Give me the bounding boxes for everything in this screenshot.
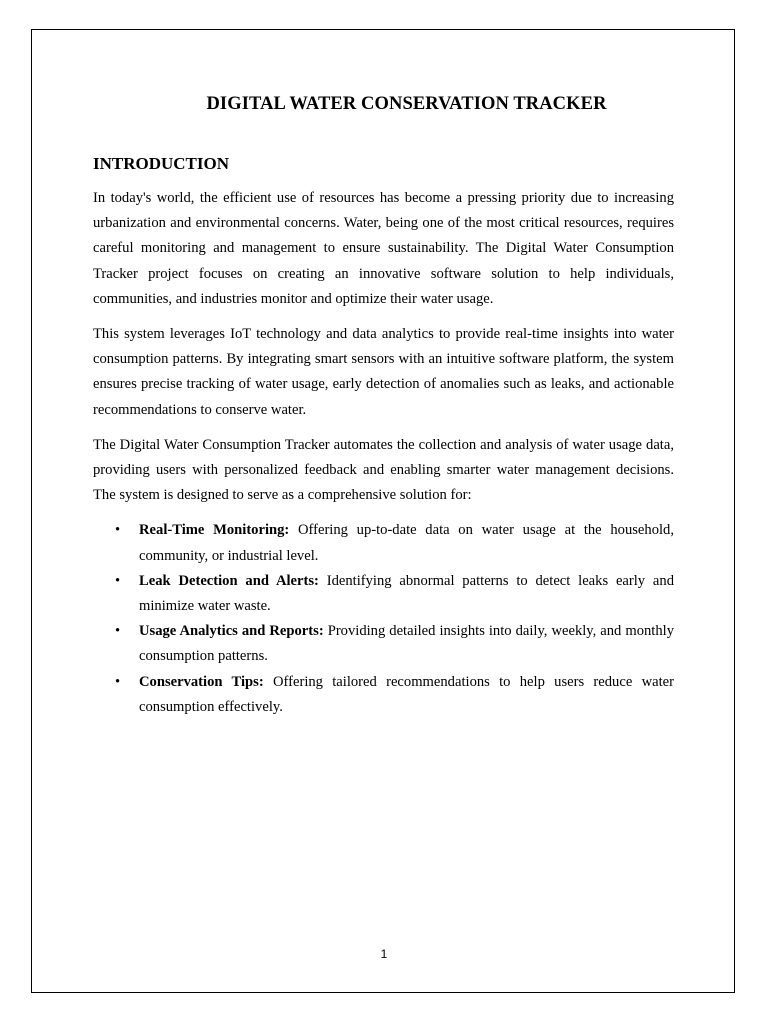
list-item <box>93 518 674 568</box>
feature-list <box>93 518 674 720</box>
feature-title: Real-Time Monitoring: <box>139 522 290 539</box>
list-item <box>93 569 674 619</box>
feature-text: Offering up-to-date data on water usage at the household, community, or industrial level. <box>139 522 674 564</box>
feature-text: Providing detailed insights into daily, weekly, and monthly consumption patterns. <box>139 623 675 665</box>
paragraph: In today's world, the efficient use of resources has become a pressing priority due to increasing urbanization and environmental concerns. Water, being one of the most critical resources, requires careful monitoring and management to ensure sustainability. The Digital Water Consumption Tracker project focuses on creating an innovative software solution to help individuals, communities, and industries monitor and optimize their water usage. <box>93 190 674 307</box>
bullet-icon: • <box>115 673 121 690</box>
feature-text: Offering tailored recommendations to help users reduce water consumption effectively. <box>139 673 674 715</box>
document-title: DIGITAL WATER CONSERVATION TRACKER <box>206 94 607 114</box>
list-item <box>93 619 674 669</box>
feature-title: Conservation Tips: <box>139 673 264 690</box>
list-item <box>93 670 674 720</box>
page-number: 1 <box>380 947 388 961</box>
feature-title: Leak Detection and Alerts: <box>139 572 319 589</box>
paragraph: The Digital Water Consumption Tracker automates the collection and analysis of water usage data, providing users with personalized feedback and enabling smarter water management decisions. The system is designed to serve as a comprehensive solution for: <box>93 436 674 504</box>
bullet-icon: • <box>115 572 121 589</box>
section-heading-introduction: INTRODUCTION <box>93 154 230 173</box>
document-body <box>93 90 674 720</box>
bullet-icon: • <box>115 623 121 640</box>
feature-text: Identifying abnormal patterns to detect leaks early and minimize water waste. <box>139 572 674 615</box>
paragraph: This system leverages IoT technology and data analytics to provide real-time insights into water consumption patterns. By integrating smart sensors with an intuitive software platform, the system ensures precise tracking of water usage, early detection of anomalies such as leaks, and actionable recommendations to conserve water. <box>93 326 674 418</box>
feature-title: Usage Analytics and Reports: <box>139 623 324 640</box>
bullet-icon: • <box>115 522 121 539</box>
